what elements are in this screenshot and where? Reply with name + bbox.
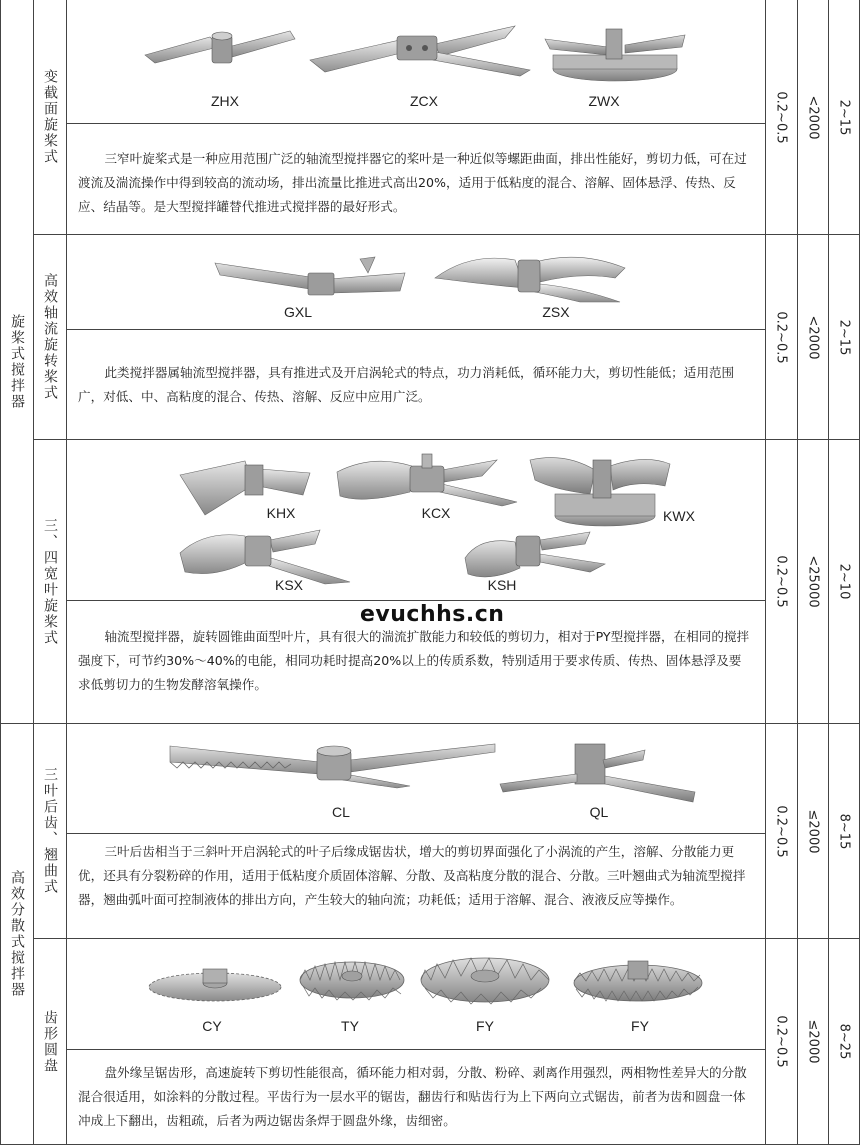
speed-cell: 8~15 xyxy=(836,813,852,849)
section-description: 盘外缘呈锯齿形，高速旋转下剪切性能很高，循环能力相对弱，分散、粉碎、剥离作用强烈，两相物性差异大的分散混合很适用，如涂料的分散过程。平齿行为一层水平的锯齿，翻齿行和贴齿行为上下两向立式锯齿，前者为齿和圆盘一体冲成上下翻出，齿粗疏，后者为两边锯齿条焊于圆盘外缘，齿细密。 xyxy=(78,1065,747,1128)
speed-cell: 8~25 xyxy=(836,1023,852,1060)
section-description: 轴流型搅拌器，旋转圆锥曲面型叶片，具有很大的湍流扩散能力和较低的剪切力，相对于PY型搅拌器，在相同的搅拌强度下，可节约30%～40%的电能，相同功耗时提高20%以上的传质系数，特别适用于要求传质、传热、固体悬浮及要求低剪切力的生物发酵溶氧操作。 xyxy=(78,629,750,692)
speed-cell: 2~15 xyxy=(836,99,852,135)
ratio-cell: 0.2~0.5 xyxy=(774,310,789,364)
model-label: CY xyxy=(202,1018,222,1034)
speed-cell: 2~15 xyxy=(836,319,852,355)
viscosity-cell: <2000 xyxy=(805,95,821,139)
model-label: CL xyxy=(332,804,350,820)
section-name: 变截面旋桨式 xyxy=(42,69,59,165)
model-label: FY xyxy=(476,1018,494,1034)
image-desc-separator xyxy=(66,600,765,601)
model-label: FY xyxy=(631,1018,649,1034)
ratio-cell: 0.2~0.5 xyxy=(774,90,789,144)
image-desc-separator xyxy=(66,1049,765,1050)
section-separator xyxy=(33,439,860,440)
ratio-cell: 0.2~0.5 xyxy=(774,1015,789,1068)
section-name: 齿形圆盘 xyxy=(42,1009,59,1074)
model-label: ZSX xyxy=(542,304,570,320)
agitator-image-zhx xyxy=(140,25,300,75)
agitator-image-gxl xyxy=(210,255,410,305)
agitator-image-ql xyxy=(495,740,700,805)
viscosity-cell: ≤2000 xyxy=(805,809,821,853)
agitator-image-zwx xyxy=(540,25,690,85)
section-name: 高效轴流旋转桨式 xyxy=(42,273,59,401)
section-separator xyxy=(33,234,860,235)
section-description: 此类搅拌器属轴流型搅拌器，具有推进式及开启涡轮式的特点，功力消耗低，循环能力大，剪切性能低；适用范围广，对低、中、高粘度的混合、传热、溶解、反应中应用广泛。 xyxy=(78,365,735,404)
viscosity-cell: ≤2000 xyxy=(805,1019,821,1064)
agitator-image-kwx xyxy=(525,450,675,530)
viscosity-cell: <2000 xyxy=(805,315,821,359)
model-label: ZWX xyxy=(588,93,620,109)
model-label: KWX xyxy=(663,508,695,524)
viscosity-cell: <25000 xyxy=(805,555,821,608)
model-label: GXL xyxy=(283,304,313,320)
model-label: KCX xyxy=(421,505,451,521)
image-desc-separator xyxy=(66,833,765,834)
section-description: 三叶后齿相当于三斜叶开启涡轮式的叶子后缘成锯齿状，增大的剪切界面强化了小涡流的产生，溶解、分散能力更优，还具有分裂粉碎的作用，适用于低粘度介质固体溶解、分散、及高粘度分散的混合、分散。三叶翘曲式为轴流型搅拌器，翘曲弧叶面可控制液体的排出方向，产生较大的轴向流；功耗低；适用于溶解、混合、液液反应等操作。 xyxy=(78,844,746,907)
agitator-image-zsx xyxy=(430,248,630,306)
section-separator xyxy=(33,938,860,939)
model-label: KSH xyxy=(487,577,517,593)
ratio-cell: 0.2~0.5 xyxy=(774,555,789,608)
agitator-image-fy-2 xyxy=(568,953,708,1008)
divider-name xyxy=(66,0,67,1145)
section-name: 三、四宽叶旋桨式 xyxy=(42,517,59,646)
model-label: TY xyxy=(341,1018,359,1034)
agitator-image-cy xyxy=(145,963,285,1005)
section-description: 三窄叶旋桨式是一种应用范围广泛的轴流型搅拌器它的桨叶是一种近似等螺距曲面，排出性能好，剪切力低，可在过渡流及湍流操作中得到较高的流动场，排出流量比推进式高出20%，适用于低粘度的混合、溶解、固体悬浮、传热、反应、结晶等。是大型搅拌罐替代推进式搅拌器的最好形式。 xyxy=(78,151,747,214)
model-label: QL xyxy=(589,804,609,820)
category-separator xyxy=(0,723,860,724)
agitator-image-zcx xyxy=(305,22,535,77)
agitator-image-kcx xyxy=(332,452,522,510)
agitator-image-ty xyxy=(295,950,410,1005)
ratio-cell: 0.2~0.5 xyxy=(774,804,789,858)
model-label: ZCX xyxy=(410,93,438,109)
speed-cell: 2~10 xyxy=(836,563,852,600)
agitator-image-fy-1 xyxy=(415,948,555,1010)
category-label: 旋桨式搅拌器 xyxy=(9,313,26,410)
section-name: 三叶后齿、翘曲式 xyxy=(42,767,59,895)
agitator-image-ksh xyxy=(460,528,610,584)
model-label: KSX xyxy=(274,577,304,593)
image-desc-separator xyxy=(66,123,765,124)
image-desc-separator xyxy=(66,329,765,330)
model-label: ZHX xyxy=(211,93,239,109)
agitator-image-cl xyxy=(165,740,500,790)
model-label: KHX xyxy=(266,505,296,521)
watermark: evuchhs.cn xyxy=(360,602,505,627)
agitator-image-ksx xyxy=(175,528,355,586)
category-label: 高效分散式搅拌器 xyxy=(9,870,26,998)
